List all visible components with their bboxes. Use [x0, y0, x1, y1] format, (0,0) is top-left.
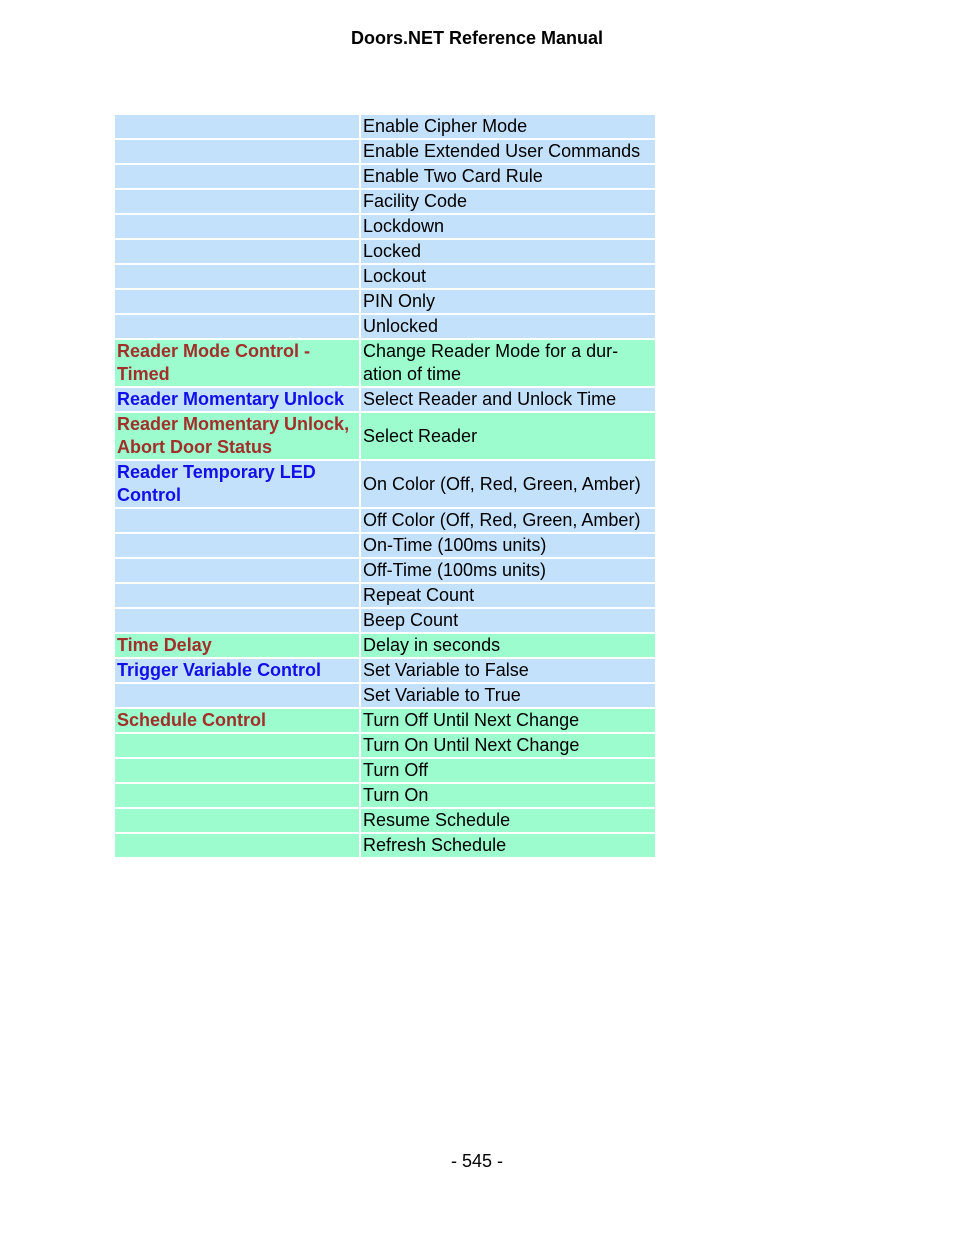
- command-cell: [115, 190, 359, 213]
- table-row: [115, 413, 655, 459]
- parameter-cell: Beep Count: [361, 609, 655, 632]
- table-row: [115, 809, 655, 832]
- table-row: [115, 115, 655, 138]
- table-row: [115, 290, 655, 313]
- parameter-cell: Enable Extended User Commands: [361, 140, 655, 163]
- table-row: [115, 709, 655, 732]
- parameter-cell: Locked: [361, 240, 655, 263]
- parameter-cell: Set Variable to True: [361, 684, 655, 707]
- cell-line: Control: [117, 485, 181, 505]
- parameter-cell: Refresh Schedule: [361, 834, 655, 857]
- parameter-cell: On Color (Off, Red, Green, Amber): [361, 461, 655, 507]
- table-row: [115, 315, 655, 338]
- command-cell: [115, 759, 359, 782]
- cell-line: Reader Temporary LED: [117, 462, 316, 482]
- command-cell: [115, 834, 359, 857]
- table-row: [115, 140, 655, 163]
- parameter-cell: Select Reader and Unlock Time: [361, 388, 655, 411]
- parameter-cell: Turn Off: [361, 759, 655, 782]
- table-row: [115, 609, 655, 632]
- command-cell: [115, 584, 359, 607]
- parameter-cell: Set Variable to False: [361, 659, 655, 682]
- command-cell: [115, 534, 359, 557]
- parameter-cell: Lockout: [361, 265, 655, 288]
- command-cell: [115, 215, 359, 238]
- command-cell: [115, 165, 359, 188]
- cell-line: Timed: [117, 364, 170, 384]
- command-cell: [115, 684, 359, 707]
- command-cell: [115, 290, 359, 313]
- command-reference-table: [113, 113, 657, 859]
- parameter-cell: Enable Two Card Rule: [361, 165, 655, 188]
- parameter-cell: Delay in seconds: [361, 634, 655, 657]
- parameter-cell: Turn On: [361, 784, 655, 807]
- command-cell: Reader Momentary Unlock: [115, 388, 359, 411]
- command-cell: [115, 461, 359, 507]
- table-row: [115, 784, 655, 807]
- table-row: [115, 215, 655, 238]
- command-cell: [115, 240, 359, 263]
- table-row: [115, 165, 655, 188]
- table-row: [115, 559, 655, 582]
- table-row: [115, 759, 655, 782]
- parameter-cell: PIN Only: [361, 290, 655, 313]
- cell-line: Change Reader Mode for a dur-: [363, 341, 619, 361]
- cell-line: Reader Mode Control -: [117, 341, 311, 361]
- parameter-cell: Turn Off Until Next Change: [361, 709, 655, 732]
- command-cell: [115, 559, 359, 582]
- parameter-cell: Enable Cipher Mode: [361, 115, 655, 138]
- table-row: [115, 509, 655, 532]
- table-row: [115, 659, 655, 682]
- parameter-cell: Off-Time (100ms units): [361, 559, 655, 582]
- page-header-title: Doors.NET Reference Manual: [350, 28, 604, 48]
- parameter-cell: Facility Code: [361, 190, 655, 213]
- parameter-cell: Resume Schedule: [361, 809, 655, 832]
- parameter-cell: Lockdown: [361, 215, 655, 238]
- command-cell: [115, 609, 359, 632]
- command-cell: Trigger Variable Control: [115, 659, 359, 682]
- command-cell: [115, 413, 359, 459]
- command-cell: [115, 115, 359, 138]
- command-cell: [115, 734, 359, 757]
- command-cell: Schedule Control: [115, 709, 359, 732]
- table-row: [115, 461, 655, 507]
- command-cell: [115, 509, 359, 532]
- parameter-cell: Off Color (Off, Red, Green, Amber): [361, 509, 655, 532]
- command-cell: [115, 265, 359, 288]
- cell-line: Reader Momentary Unlock,: [117, 414, 350, 434]
- command-cell: Time Delay: [115, 634, 359, 657]
- parameter-cell: Select Reader: [361, 413, 655, 459]
- table-row: [115, 634, 655, 657]
- table-row: [115, 584, 655, 607]
- table-row: [115, 240, 655, 263]
- command-reference-table-body: [115, 115, 655, 857]
- parameter-cell: Unlocked: [361, 315, 655, 338]
- table-row: [115, 265, 655, 288]
- page-number: - 545 -: [450, 1151, 504, 1171]
- table-row: [115, 340, 655, 386]
- cell-line: ation of time: [363, 364, 462, 384]
- table-row: [115, 190, 655, 213]
- cell-line: Abort Door Status: [117, 437, 272, 457]
- command-cell: [115, 140, 359, 163]
- parameter-cell: On-Time (100ms units): [361, 534, 655, 557]
- table-row: [115, 834, 655, 857]
- parameter-cell: Repeat Count: [361, 584, 655, 607]
- command-cell: [115, 784, 359, 807]
- command-cell: [115, 340, 359, 386]
- table-row: [115, 684, 655, 707]
- table-row: [115, 534, 655, 557]
- command-cell: [115, 315, 359, 338]
- parameter-cell: Turn On Until Next Change: [361, 734, 655, 757]
- table-row: [115, 734, 655, 757]
- parameter-cell: [361, 340, 655, 386]
- command-cell: [115, 809, 359, 832]
- table-row: [115, 388, 655, 411]
